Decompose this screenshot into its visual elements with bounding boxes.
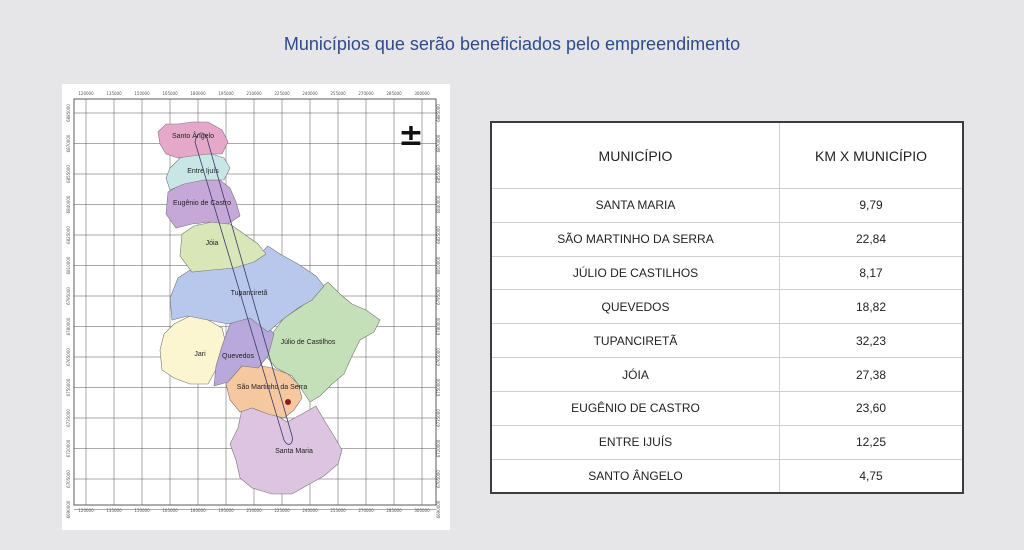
table-row — [492, 391, 962, 425]
x-tick-label: 210000 — [246, 91, 262, 96]
y-tick-label: 6705000 — [436, 470, 441, 488]
table-row — [492, 324, 962, 358]
route-endpoint-marker — [285, 399, 291, 405]
table-row — [492, 222, 962, 256]
x-tick-label: 255000 — [330, 508, 346, 513]
x-tick-label: 300000 — [414, 508, 430, 513]
y-tick-label: 6855000 — [436, 165, 441, 183]
municipality-map — [62, 84, 450, 530]
y-tick-label: 6825000 — [436, 226, 441, 244]
row-km: 23,60 — [780, 391, 963, 425]
y-tick-label: 6720000 — [66, 439, 71, 458]
row-km: 4,75 — [780, 459, 963, 492]
x-tick-label: 150000 — [134, 508, 150, 513]
y-tick-label: 6810000 — [66, 256, 71, 275]
table-header-row — [492, 123, 962, 189]
header-municipio: MUNICÍPIO — [492, 123, 780, 189]
y-tick-label: 6870000 — [436, 134, 441, 153]
x-tick-label: 180000 — [190, 508, 206, 513]
table-row — [492, 425, 962, 459]
row-km: 18,82 — [780, 290, 963, 324]
y-tick-label: 6735000 — [66, 409, 71, 427]
label-entre-ijuis: Entre Ijuís — [187, 168, 219, 175]
x-tick-label: 135000 — [106, 508, 122, 513]
table-row — [492, 290, 962, 324]
y-tick-label: 6885000 — [66, 104, 71, 122]
row-km: 22,84 — [780, 222, 963, 256]
x-tick-label: 165000 — [162, 91, 178, 96]
x-tick-label: 225000 — [274, 91, 290, 96]
row-municipio: JÚLIO DE CASTILHOS — [492, 256, 780, 290]
x-tick-label: 285000 — [386, 91, 402, 96]
row-municipio: SÃO MARTINHO DA SERRA — [492, 222, 780, 256]
x-tick-label: 135000 — [106, 91, 122, 96]
x-tick-label: 285000 — [386, 508, 402, 513]
y-tick-label: 6840000 — [436, 195, 441, 214]
row-km: 12,25 — [780, 425, 963, 459]
row-municipio: TUPANCIRETÃ — [492, 324, 780, 358]
table-row — [492, 358, 962, 392]
y-tick-label: 6885000 — [436, 104, 441, 122]
row-municipio: QUEVEDOS — [492, 290, 780, 324]
label-santa-maria: Santa Maria — [275, 448, 313, 455]
x-ticks-bottom — [78, 508, 430, 513]
row-km: 32,23 — [780, 324, 963, 358]
distance-table — [492, 123, 962, 492]
table-row — [492, 256, 962, 290]
label-joia: Jóia — [205, 240, 219, 247]
row-km: 8,17 — [780, 256, 963, 290]
distance-table-panel — [490, 121, 964, 494]
y-tick-label: 6705000 — [66, 470, 71, 488]
x-tick-label: 150000 — [134, 91, 150, 96]
x-tick-label: 120000 — [78, 508, 94, 513]
x-tick-label: 225000 — [274, 508, 290, 513]
map-regions — [158, 122, 380, 494]
y-tick-label: 6690000 — [436, 500, 441, 519]
y-ticks-right — [436, 104, 441, 519]
label-quevedos: Quevedos — [222, 353, 254, 360]
y-tick-label: 6765000 — [66, 348, 71, 366]
page-title: Municípios que serão beneficiados pelo empreendimento — [283, 34, 741, 54]
y-tick-label: 6795000 — [66, 287, 71, 305]
label-jari: Jari — [194, 351, 206, 358]
x-tick-label: 210000 — [246, 508, 262, 513]
x-tick-label: 195000 — [218, 91, 234, 96]
y-tick-label: 6780000 — [66, 317, 71, 336]
y-tick-label: 6735000 — [436, 409, 441, 427]
y-tick-label: 6750000 — [436, 378, 441, 397]
north-arrow-icon: ± — [398, 118, 424, 153]
row-km: 9,79 — [780, 189, 963, 223]
y-tick-label: 6840000 — [66, 195, 71, 214]
y-tick-label: 6690000 — [66, 500, 71, 519]
x-tick-label: 195000 — [218, 508, 234, 513]
table-row — [492, 459, 962, 492]
y-tick-label: 6870000 — [66, 134, 71, 153]
x-tick-label: 255000 — [330, 91, 346, 96]
x-tick-label: 270000 — [358, 508, 374, 513]
x-tick-label: 270000 — [358, 91, 374, 96]
x-tick-label: 240000 — [302, 91, 318, 96]
row-municipio: EUGÊNIO DE CASTRO — [492, 391, 780, 425]
row-municipio: JÓIA — [492, 358, 780, 392]
x-tick-label: 300000 — [414, 91, 430, 96]
y-tick-label: 6810000 — [436, 256, 441, 275]
row-municipio: SANTO ÂNGELO — [492, 459, 780, 492]
row-municipio: SANTA MARIA — [492, 189, 780, 223]
y-tick-label: 6825000 — [66, 226, 71, 244]
x-ticks-top — [78, 91, 430, 96]
region-santo-angelo — [158, 122, 228, 158]
x-tick-label: 180000 — [190, 91, 206, 96]
x-tick-label: 120000 — [78, 91, 94, 96]
y-tick-label: 6855000 — [66, 165, 71, 183]
label-eugenio-de-castro: Eugênio de Castro — [173, 200, 231, 207]
label-tupancireta: Tupanciretã — [230, 290, 268, 297]
map-panel — [62, 84, 450, 530]
y-tick-label: 6750000 — [66, 378, 71, 397]
label-sao-martinho-da-serra: São Martinho da Serra — [236, 384, 308, 391]
y-tick-label: 6720000 — [436, 439, 441, 458]
row-km: 27,38 — [780, 358, 963, 392]
y-tick-label: 6765000 — [436, 348, 441, 366]
x-tick-label: 165000 — [162, 508, 178, 513]
y-tick-label: 6795000 — [436, 287, 441, 305]
label-julio-de-castilhos: Júlio de Castilhos — [280, 339, 336, 346]
row-municipio: ENTRE IJUÍS — [492, 425, 780, 459]
y-tick-label: 6780000 — [436, 317, 441, 336]
label-santo-angelo: Santo Ângelo — [171, 133, 215, 140]
table-row — [492, 189, 962, 223]
y-ticks-left — [66, 104, 71, 519]
header-km: KM X MUNICÍPIO — [780, 123, 963, 189]
x-tick-label: 240000 — [302, 508, 318, 513]
